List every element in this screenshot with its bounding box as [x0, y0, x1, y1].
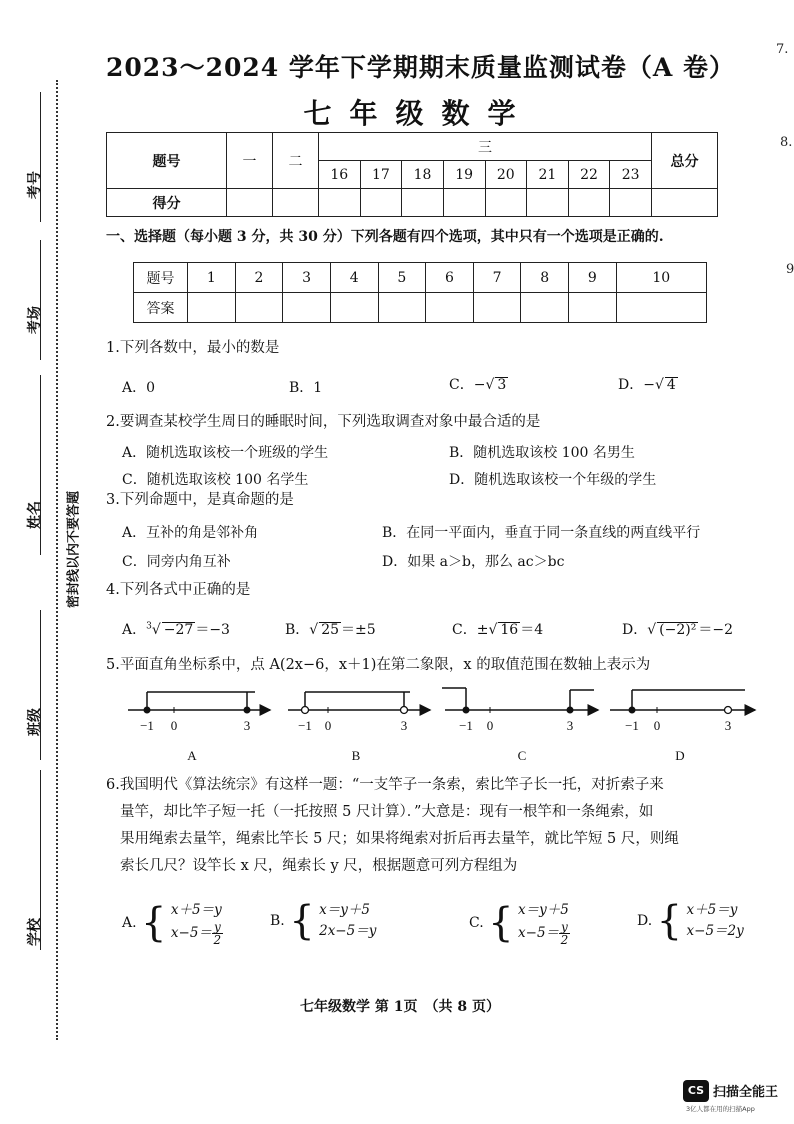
answer-cell[interactable]: [521, 293, 569, 323]
answer-num: 2: [235, 263, 283, 293]
q4-option-c: C．±√ 16 ＝4: [452, 622, 544, 638]
q5-d-tick-zero: 0: [653, 718, 661, 733]
answer-num: 10: [616, 263, 706, 293]
score-cell[interactable]: [443, 189, 485, 217]
q1-option-a: A．0: [122, 380, 156, 396]
score-cell[interactable]: [273, 189, 319, 217]
q4-option-a: A．$^3$√ −27 ＝−3: [122, 621, 230, 638]
answer-cell[interactable]: [235, 293, 283, 323]
score-cell[interactable]: [360, 189, 402, 217]
q6-option-b: B. { x＝y＋5 2x−5＝y: [270, 897, 377, 944]
q4-option-d: D．√ (−2)² ＝−2: [622, 622, 733, 638]
answer-table: [133, 262, 707, 323]
score-col-one: 一: [227, 133, 273, 189]
answer-cell[interactable]: [378, 293, 426, 323]
q2-option-b: B．随机选取该校 100 名男生: [449, 445, 635, 461]
class-label: 班级: [27, 708, 43, 736]
answer-num: 4: [330, 263, 378, 293]
score-num: 17: [360, 161, 402, 189]
q2-option-c: C．随机选取该校 100 名学生: [122, 472, 309, 488]
answer-cell[interactable]: [426, 293, 474, 323]
score-cell[interactable]: [227, 189, 273, 217]
q6-line: 6.我国明代《算法统宗》有这样一题：“一支竿子一条索，索比竿子长一托，对折索子来: [106, 777, 664, 793]
q5-c-tick-zero: 0: [486, 718, 494, 733]
q5-stem: 5.平面直角坐标系中，点 A(2x−6，x＋1)在第二象限，x 的取值范围在数轴上表示为: [106, 657, 651, 673]
answer-h-label: 题号: [134, 263, 188, 293]
edge-number-7: 7.: [776, 42, 789, 57]
score-h-label: 题号: [107, 133, 227, 189]
q5-b-tick-right: 3: [400, 718, 408, 733]
score-col-three: 三: [319, 133, 652, 161]
q1-option-d: D．−√ 4: [618, 377, 676, 393]
q3-option-c: C．同旁内角互补: [122, 554, 231, 570]
score-total-label: 总分: [652, 133, 718, 189]
q2-stem: 2.要调查某校学生周日的睡眠时间，下列选取调查对象中最合适的是: [106, 414, 541, 430]
q5-line-d: [610, 690, 755, 714]
q3-option-a: A．互补的角是邻补角: [122, 525, 259, 541]
score-num: 23: [610, 161, 652, 189]
q5-line-b: [288, 692, 430, 714]
q6-option-a: A. { x＋5＝y x−5＝ $\frac{y}{2}$: [122, 899, 222, 947]
exam-title: 2023～2024 学年下学期期末质量监测试卷（A 卷）: [106, 53, 735, 82]
edge-number-8: 8.: [780, 135, 793, 150]
q5-label-b: B: [351, 748, 361, 763]
answer-cell[interactable]: [569, 293, 617, 323]
answer-num: 8: [521, 263, 569, 293]
q1-stem: 1.下列各数中，最小的数是: [106, 340, 280, 356]
section1-heading: 一、选择题（每小题 3 分，共 30 分）下列各题有四个选项，其中只有一个选项是正确的.: [106, 229, 664, 245]
q5-line-a: [128, 692, 270, 714]
answer-num: 1: [188, 263, 236, 293]
answer-num: 6: [426, 263, 474, 293]
exam-subtitle: 七年级数学: [303, 97, 534, 130]
q5-number-lines: [120, 680, 760, 770]
score-cell[interactable]: [485, 189, 527, 217]
q5-c-tick-left: −1: [459, 718, 473, 733]
q6-line: 果用绳索去量竿，绳索比竿长 5 尺；如果将绳索对折后再去量竿，就比竿短 5 尺，则绳: [120, 831, 679, 847]
q4-stem: 4.下列各式中正确的是: [106, 582, 251, 598]
q5-b-tick-zero: 0: [324, 718, 332, 733]
name-label: 姓名: [27, 501, 43, 529]
q5-a-tick-right: 3: [243, 718, 251, 733]
answer-row-label: 答案: [134, 293, 188, 323]
score-row-label: 得分: [107, 189, 227, 217]
q5-line-c: [442, 688, 598, 714]
answer-cell[interactable]: [330, 293, 378, 323]
q2-option-a: A．随机选取该校一个班级的学生: [122, 445, 329, 461]
answer-num: 7: [473, 263, 521, 293]
answer-num: 9: [569, 263, 617, 293]
answer-cell[interactable]: [283, 293, 331, 323]
score-num: 19: [443, 161, 485, 189]
q1-option-b: B．1: [289, 380, 323, 396]
school-label: 学校: [27, 918, 43, 946]
score-num: 20: [485, 161, 527, 189]
q1-option-c: C．−√ 3: [449, 377, 507, 393]
seal-notice: 密封线以内不要答题: [66, 491, 82, 609]
q6-line: 索长几尺？设竿长 x 尺，绳索长 y 尺，根据题意可列方程组为: [120, 858, 518, 874]
answer-cell[interactable]: [473, 293, 521, 323]
q5-d-tick-right: 3: [724, 718, 732, 733]
q6-option-c: C. { x＝y＋5 x−5＝ $\frac{y}{2}$: [469, 899, 569, 947]
q5-a-tick-left: −1: [140, 718, 154, 733]
q6-line: 量竿，却比竿子短一托（一托按照 5 尺计算）．”大意是：现有一根竿和一条绳索，如: [120, 804, 654, 820]
seal-dotted-line: [56, 80, 58, 1040]
answer-num: 3: [283, 263, 331, 293]
score-cell[interactable]: [568, 189, 610, 217]
q6-stem: [106, 772, 756, 880]
answer-num: 5: [378, 263, 426, 293]
score-total-cell[interactable]: [652, 189, 718, 217]
q3-option-b: B．在同一平面内，垂直于同一条直线的两直线平行: [382, 525, 701, 541]
q6-option-d: D. { x＋5＝y x−5＝2y: [637, 897, 744, 944]
score-cell[interactable]: [610, 189, 652, 217]
score-num: 22: [568, 161, 610, 189]
score-col-two: 二: [273, 133, 319, 189]
score-cell[interactable]: [402, 189, 444, 217]
q5-a-tick-zero: 0: [170, 718, 178, 733]
page-footer: 七年级数学 第 1页 （共 8 页）: [300, 999, 500, 1015]
room-label: 考场: [27, 306, 43, 334]
q5-d-tick-left: −1: [625, 718, 639, 733]
q5-label-d: D: [675, 748, 685, 763]
watermark-tagline: 3亿人都在用的扫描App: [686, 1105, 755, 1113]
score-cell[interactable]: [527, 189, 569, 217]
q2-option-d: D．随机选取该校一个年级的学生: [449, 472, 657, 488]
q5-label-a: A: [187, 748, 197, 763]
q3-stem: 3.下列命题中，是真命题的是: [106, 492, 294, 508]
score-cell[interactable]: [319, 189, 361, 217]
q4-option-b: B．√ 25 ＝±5: [285, 622, 376, 638]
q5-label-c: C: [517, 748, 527, 763]
camscanner-logo-icon: CS: [683, 1080, 709, 1102]
watermark-brand: 扫描全能王: [713, 1085, 779, 1100]
q3-option-d: D．如果 a＞b，那么 ac＞bc: [382, 554, 565, 570]
exam-no-label: 考号: [27, 171, 43, 199]
score-num: 18: [402, 161, 444, 189]
q5-c-tick-right: 3: [566, 718, 574, 733]
score-num: 21: [527, 161, 569, 189]
answer-cell[interactable]: [616, 293, 706, 323]
score-num: 16: [319, 161, 361, 189]
score-table: [106, 132, 718, 217]
q5-b-tick-left: −1: [298, 718, 312, 733]
answer-cell[interactable]: [188, 293, 236, 323]
edge-number-9: 9: [786, 262, 794, 277]
